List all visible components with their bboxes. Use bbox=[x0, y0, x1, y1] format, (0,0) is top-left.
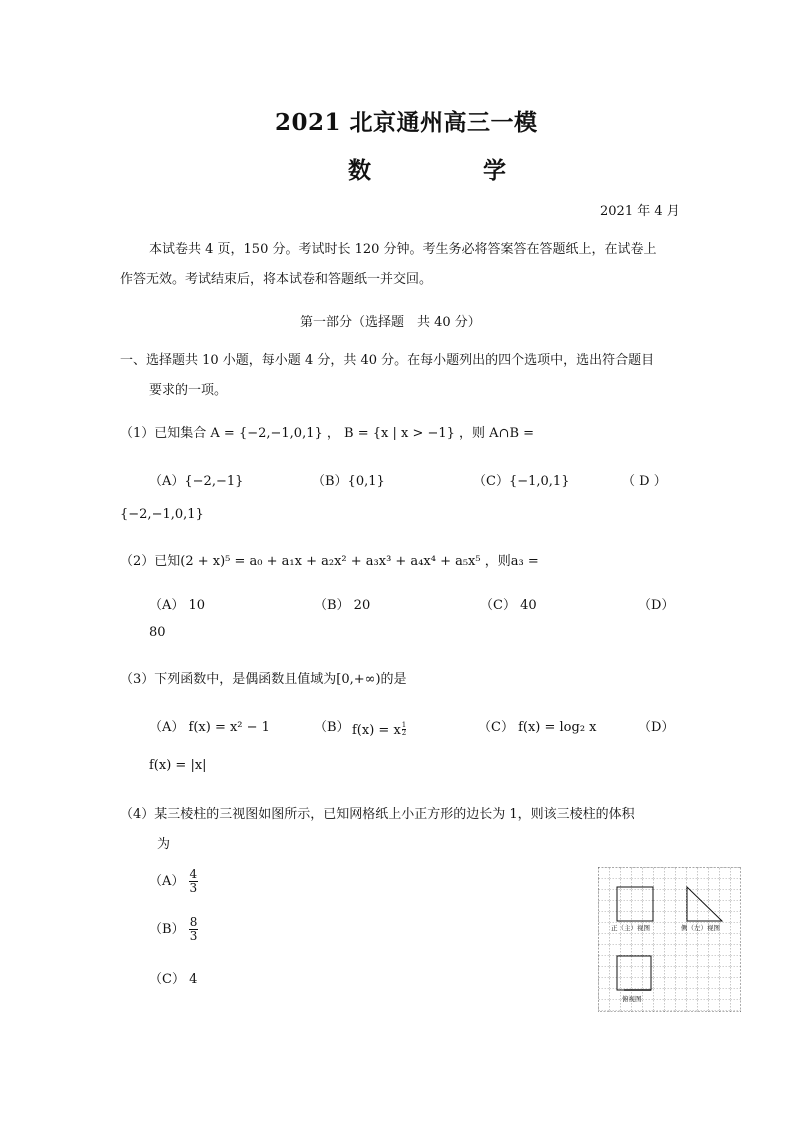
question-4-stem-line-2: 为 bbox=[157, 837, 171, 852]
section-instructions-2: 要求的一项。 bbox=[149, 383, 228, 398]
q4-option-a-denominator: 3 bbox=[189, 881, 198, 895]
top-view-label: 俯视图 bbox=[622, 995, 642, 1003]
front-view-label: 正（主）视图 bbox=[611, 924, 650, 932]
q4-option-c: （C） 4 bbox=[149, 972, 198, 987]
question-3-stem: （3）下列函数中，是偶函数且值域为[0,+∞)的是 bbox=[120, 672, 407, 687]
q1-option-d-value: {−2,−1,0,1} bbox=[120, 507, 204, 522]
subject-title: 数 学 bbox=[348, 157, 559, 184]
q2-option-d-value: 80 bbox=[149, 625, 166, 640]
exponent-numerator: 1 bbox=[401, 721, 407, 729]
q4-option-b-fraction bbox=[189, 916, 199, 943]
intro-line-1: 本试卷共 4 页，150 分。考试时长 120 分钟。考生务必将答案答在答题纸上，在试卷上 bbox=[149, 242, 657, 257]
q2-option-d-label: （D） bbox=[638, 598, 675, 613]
q4-option-a-numerator: 4 bbox=[189, 867, 198, 881]
exam-date: 2021 年 4 月 bbox=[600, 204, 680, 219]
intro-line-2: 作答无效。考试结束后，将本试卷和答题纸一并交回。 bbox=[120, 272, 433, 287]
exponent-denominator: 2 bbox=[401, 729, 407, 737]
q2-option-c: （C） 40 bbox=[480, 598, 537, 613]
q4-option-a-label: （A） bbox=[149, 874, 185, 889]
q4-option-a-fraction bbox=[189, 868, 199, 895]
q1-option-d-label: （ D ） bbox=[622, 474, 667, 489]
q4-option-a bbox=[149, 868, 198, 895]
q4-option-b-label: （B） bbox=[149, 922, 185, 937]
question-2-stem: （2）已知(2 + x)⁵ = a₀ + a₁x + a₂x² + a₃x³ + a₄x⁴ + a₅x⁵ ，则a₃ = bbox=[120, 554, 539, 569]
q1-option-c: （C）{−1,0,1} bbox=[473, 474, 570, 489]
part-heading: 第一部分（选择题 共 40 分） bbox=[300, 315, 481, 330]
question-1-stem: （1）已知集合 A = {−2,−1,0,1} ， B = {x | x > −1} ，则 A∩B = bbox=[120, 426, 535, 441]
side-view-label: 侧（左）视图 bbox=[681, 924, 720, 932]
q3-option-b-label: （B） bbox=[314, 720, 350, 735]
q1-option-b: （B）{0,1} bbox=[312, 474, 385, 489]
section-instructions-1: 一、选择题共 10 小题，每小题 4 分，共 40 分。在每小题列出的四个选项中，选出符合题目 bbox=[120, 353, 655, 368]
q4-option-b-denominator: 3 bbox=[189, 929, 198, 943]
q4-option-b bbox=[149, 916, 198, 943]
half-exponent bbox=[402, 722, 406, 737]
q1-option-a: （A）{−2,−1} bbox=[149, 474, 244, 489]
question-4-stem-line-1: （4）某三棱柱的三视图如图所示，已知网格纸上小正方形的边长为 1，则该三棱柱的体积 bbox=[120, 807, 635, 822]
page-title: 2021 北京通州高三一模 bbox=[275, 109, 538, 136]
q2-option-a: （A） 10 bbox=[149, 598, 206, 613]
three-view-figure bbox=[598, 867, 741, 1012]
q3-option-a: （A） f(x) = x² − 1 bbox=[149, 720, 270, 735]
q3-option-c: （C） f(x) = log₂ x bbox=[478, 720, 597, 735]
q3-option-b-base: f(x) = x bbox=[352, 723, 401, 738]
q2-option-b: （B） 20 bbox=[314, 598, 371, 613]
q3-option-b-value bbox=[352, 722, 406, 738]
q3-option-d-value: f(x) = |x| bbox=[149, 758, 207, 773]
q3-option-d-label: （D） bbox=[638, 720, 675, 735]
q4-option-b-numerator: 8 bbox=[189, 915, 198, 929]
